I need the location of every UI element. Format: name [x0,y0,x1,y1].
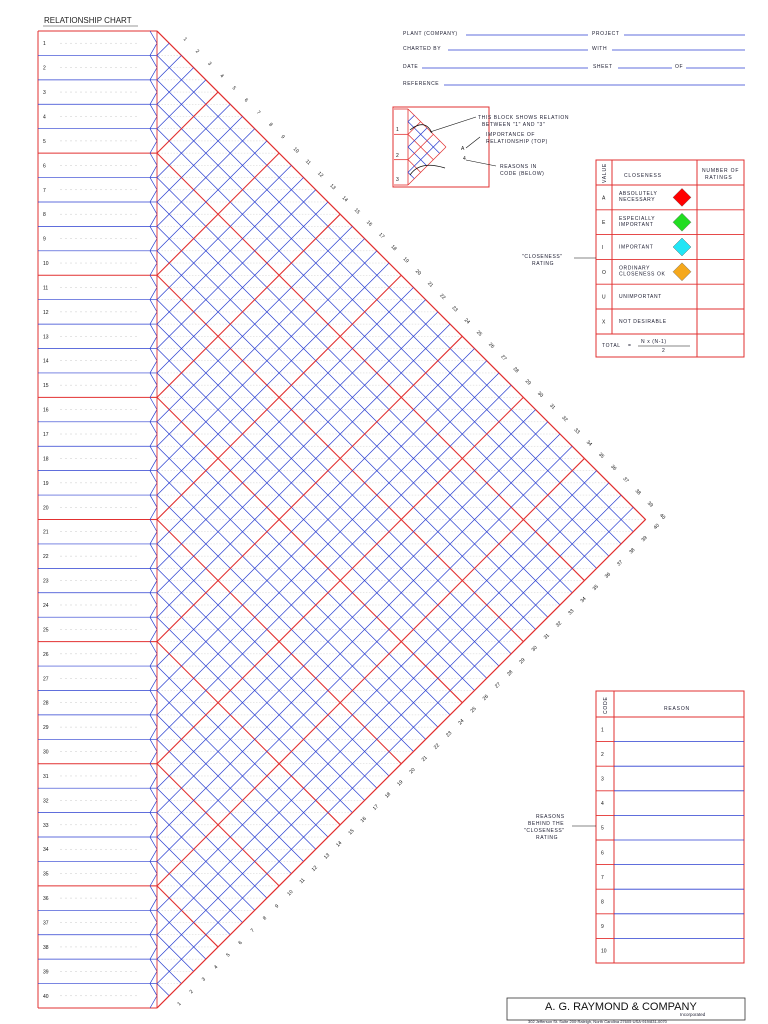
reason-side-label-2: BEHIND THE [528,821,565,827]
matrix-top-number: 31 [548,402,557,411]
matrix-top-number: 10 [291,146,300,155]
matrix-diagonal-up [157,263,389,495]
closeness-frame [596,160,744,357]
matrix-diagonal-down [157,935,194,972]
matrix-bottom-number: 17 [371,803,380,812]
activity-row-point [150,886,157,910]
closeness-rating-table [522,160,744,357]
legend-diag-up [408,141,440,173]
matrix-diagonal-down [157,984,169,996]
activity-number: 15 [43,383,49,390]
activity-number: 20 [43,505,49,512]
activity-number: 39 [43,969,49,976]
matrix-bottom-number: 31 [542,632,551,641]
matrix-bottom-number: 35 [591,583,600,592]
activity-row-point [150,837,157,861]
matrix-top-number: 6 [242,97,250,104]
with-label: WITH [592,46,608,52]
activity-number: 7 [43,187,46,194]
matrix-diagonal-up [157,434,560,837]
matrix-top-number: 28 [511,366,520,375]
matrix-top-number: 17 [377,231,386,240]
matrix-bottom-number: 18 [383,791,393,800]
matrix-diagonal-up [157,287,413,543]
closeness-label-2: IMPORTANT [619,221,654,228]
matrix-diagonal-down [157,837,242,922]
activity-number: 19 [43,480,49,487]
activity-number: 31 [43,773,49,780]
matrix-bottom-number: 2 [188,988,195,995]
matrix-top-number: 37 [621,476,630,485]
matrix-diagonal-down [157,544,389,776]
closeness-label-1: NOT DESIRABLE [619,319,667,325]
activity-row-point [150,739,157,763]
closeness-label-1: ESPECIALLY [619,215,656,222]
company-name: A. G. RAYMOND & COMPANY [545,1001,697,1013]
reason-code: 2 [601,751,604,758]
reference-label: REFERENCE [403,81,440,87]
activity-row-point [150,568,157,592]
closeness-code: U [602,294,606,301]
closeness-code: E [602,220,606,227]
matrix-top-number: 5 [230,85,237,92]
legend-pointer-1 [430,117,476,132]
matrix-diagonal-down [157,153,584,580]
activity-number: 24 [43,602,49,609]
matrix-bottom-number: 39 [640,534,649,544]
activity-number: 1 [43,41,46,48]
closeness-color-diamond-icon [673,238,691,256]
closeness-header: CLOSENESS [624,173,662,179]
legend-row-1: 1 [396,127,399,133]
matrix-diagonal-down [157,739,291,873]
activity-row-point [150,471,157,495]
matrix-top-number: 18 [389,243,398,253]
code-header: CODE [603,696,609,714]
total-equals: = [628,343,632,349]
activity-row-point [150,373,157,397]
matrix-top-number: 21 [426,280,435,289]
activity-row-point [150,202,157,226]
matrix-diagonal-up [157,458,584,885]
activity-number: 30 [43,749,49,756]
matrix-diagonal-down [157,251,536,630]
activity-number: 22 [43,554,49,561]
matrix-diagonal-up [157,165,291,299]
matrix-top-number: 26 [487,341,496,350]
company-incorporated: Incorporated [680,1012,706,1017]
charted-by-label: CHARTED BY [403,46,442,52]
activity-row-point [150,80,157,104]
matrix-top-number: 2 [194,48,201,55]
matrix-bottom-number: 32 [554,620,564,629]
legend-grid [394,109,446,185]
activity-number: 11 [43,285,49,292]
matrix-bottom-number: 22 [432,742,442,751]
matrix-top-number: 27 [499,353,508,363]
matrix-bottom-number: 1 [176,1000,183,1008]
closeness-color-diamond-icon [673,188,691,206]
reason-code: 8 [601,899,604,906]
of-label: OF [675,64,684,70]
activity-row-point [150,349,157,373]
legend-pointer-3 [466,160,496,166]
matrix-bottom-number: 11 [298,877,307,886]
matrix-bottom-number: 20 [408,766,417,776]
date-label: DATE [403,64,419,70]
reason-side-label-4: RATING [536,835,559,841]
activity-row-point [150,593,157,617]
matrix-diagonal-up [157,190,316,349]
legend-row-3: 3 [396,177,399,183]
matrix-top-number: 22 [438,292,447,302]
activity-row-point [150,397,157,421]
reason-code: 1 [601,727,604,734]
activity-number: 40 [43,993,49,1000]
legend-frame [393,107,489,187]
matrix-bottom-number: 7 [249,927,256,934]
ratings-header-2: RATINGS [705,175,733,181]
matrix-bottom-number: 24 [457,718,466,727]
matrix-bottom-number: 8 [261,915,269,922]
matrix-bottom-number: 23 [445,730,454,739]
reason-code: 6 [601,850,604,857]
total-formula-bottom: 2 [662,348,666,354]
activity-row-point [150,104,157,128]
activity-number: 9 [43,236,46,243]
total-formula-top: N x (N-1) [641,339,667,345]
matrix-bottom-number: 38 [628,547,637,556]
matrix-top-number: 24 [462,317,471,326]
activity-row-point [150,959,157,983]
matrix-top-number: 34 [584,439,593,448]
matrix-top-number: 30 [535,390,545,399]
activity-row-point [150,984,157,1008]
activity-row-point [150,422,157,446]
reason-code: 9 [601,924,604,931]
matrix-top-number: 32 [560,414,569,424]
matrix-diagonal-up [157,116,242,201]
activity-number: 10 [43,261,49,268]
activity-number: 35 [43,871,49,878]
closeness-side-label-2: RATING [532,261,555,267]
reason-side-label-1: REASONS [536,814,565,820]
matrix-diagonal-up [157,68,194,105]
closeness-label-1: UNIMPORTANT [619,294,662,301]
matrix-bottom-number: 15 [347,828,356,837]
activity-number: 21 [43,529,49,536]
activity-row-point [150,813,157,837]
matrix-top-number: 1 [181,36,189,43]
matrix-diagonal-up [157,312,438,593]
closeness-label-2: CLOSENESS OK [619,271,666,278]
activity-number: 25 [43,627,49,634]
closeness-color-diamond-icon [673,263,691,281]
matrix-bottom-number: 28 [506,669,515,678]
legend-diamond-top: A [461,146,465,152]
matrix-diagonal-down [157,202,560,605]
activity-number: 13 [43,334,49,341]
activity-number: 28 [43,700,49,707]
activity-row-point [150,446,157,470]
matrix-top-number: 9 [279,134,286,141]
activity-row-point [150,55,157,79]
value-header: VALUE [602,162,608,183]
legend-text-6: CODE (BELOW) [500,171,545,177]
closeness-rows [596,185,744,325]
closeness-label-1: ORDINARY [619,265,651,272]
closeness-code: O [602,269,606,276]
matrix-diagonal-up [157,141,267,251]
activity-number: 2 [43,65,46,72]
reason-frame [596,691,744,963]
matrix-bottom-number: 14 [335,840,344,849]
activity-number: 29 [43,725,49,732]
matrix-bottom-number: 13 [322,852,332,861]
matrix-diagonal-up [157,507,633,983]
activity-number: 3 [43,90,46,97]
matrix-top-number: 33 [572,427,581,436]
closeness-side-label-1: "CLOSENESS" [522,254,563,260]
matrix-bottom-number: 37 [616,559,625,568]
matrix-top-number: 12 [316,170,325,179]
ratings-header-1: NUMBER OF [702,168,740,174]
matrix-bottom-number: 30 [530,644,539,654]
matrix-diagonal-down [157,495,413,751]
activity-row-point [150,910,157,934]
closeness-label-1: ABSOLUTELY [619,191,658,197]
matrix-diagonal-up [157,385,511,739]
activity-number: 8 [43,212,46,219]
legend-diag-down [408,122,440,154]
plant-label: PLANT (COMPANY) [403,31,458,37]
matrix-diagonal-down [157,397,462,702]
activity-number: 32 [43,798,49,805]
reason-code: 10 [601,948,607,955]
matrix-diagonal-up [157,43,169,55]
matrix-bottom-number: 3 [200,976,208,983]
activity-row-point [150,764,157,788]
project-label: PROJECT [592,31,620,37]
relationship-matrix [157,31,666,1008]
activity-row-point [150,275,157,299]
matrix-top-number: 35 [597,451,606,460]
activity-number: 17 [43,432,49,439]
matrix-top-number: 40 [658,512,667,521]
matrix-top-number: 8 [267,121,274,129]
matrix-bottom-number: 33 [567,608,576,617]
legend-block [393,107,569,187]
activity-row-point [150,129,157,153]
matrix-top-number: 13 [328,182,337,192]
matrix-diagonal-up [157,336,462,641]
header-fields [403,31,745,87]
activity-row-point [150,520,157,544]
matrix-bottom-number: 4 [213,964,220,971]
activity-row-point [150,935,157,959]
matrix-diagonal-down [157,642,340,825]
matrix-bottom-number: 5 [225,952,232,959]
activity-row-point [150,153,157,177]
matrix-diagonal-up [157,92,218,153]
company-address: 302 Jefferson St. Suite 200·Raleigh, North Carolina 27605·USA·919/831-0070 [528,1019,667,1024]
legend-text-4: RELATIONSHIP (TOP) [486,139,548,145]
matrix-top-number: 11 [303,158,312,167]
matrix-top-number: 3 [206,60,213,68]
closeness-color-diamond-icon [673,213,691,231]
reason-code: 7 [601,874,604,881]
matrix-bottom-number: 26 [481,693,490,702]
legend-pointer-2 [466,137,480,148]
matrix-top-number: 19 [401,256,410,265]
activity-row-point [150,544,157,568]
activity-row-point [150,251,157,275]
activity-list [38,31,157,1008]
closeness-label-1: IMPORTANT [619,244,654,251]
legend-diamond-bottom: 4 [463,156,466,162]
activity-row-point [150,690,157,714]
activity-number: 37 [43,920,49,927]
matrix-bottom-number: 40 [652,522,661,531]
reason-header: REASON [664,706,690,712]
matrix-diagonal-up [157,214,340,397]
activity-number: 23 [43,578,49,585]
activity-number: 5 [43,138,46,145]
activity-row-point [150,861,157,885]
matrix-bottom-number: 25 [469,705,478,715]
matrix-bottom-number: 34 [579,596,588,605]
activity-number: 4 [43,114,46,121]
activity-row-point [150,788,157,812]
matrix-bottom-number: 12 [310,864,319,873]
activity-row-point [150,226,157,250]
activity-number: 16 [43,407,49,414]
closeness-label-2: NECESSARY [619,197,656,203]
matrix-top-number: 38 [633,488,642,497]
matrix-diagonal-down [157,300,511,654]
legend-text-3: IMPORTANCE OF [486,132,536,138]
matrix-bottom-number: 16 [359,815,368,825]
activity-number: 33 [43,822,49,829]
activity-number: 26 [43,651,49,658]
activity-row-point [150,666,157,690]
matrix-top-number: 14 [340,195,349,204]
activity-row-point [150,495,157,519]
activity-number: 34 [43,847,49,854]
sheet-label: SHEET [593,64,613,70]
matrix-bottom-number: 27 [493,681,503,690]
matrix-top-number: 4 [218,73,225,80]
legend-row-2: 2 [396,153,399,159]
reason-code: 3 [601,776,604,783]
matrix-bottom-number: 6 [237,939,244,947]
closeness-code: A [602,195,606,202]
matrix-top-number: 15 [352,207,361,216]
activity-row-point [150,642,157,666]
matrix-top-number: 16 [364,219,374,228]
activity-row-point [150,617,157,641]
matrix-diagonal-down [157,690,316,849]
matrix-diagonal-down [157,349,487,679]
activity-number: 38 [43,944,49,951]
reason-code: 4 [601,801,604,808]
matrix-bottom-number: 9 [274,903,281,910]
matrix-diagonal-up [157,361,487,691]
activity-row-point [150,324,157,348]
reason-table [524,691,744,963]
matrix-top-number: 29 [523,378,532,387]
reason-side-label-3: "CLOSENESS" [524,828,565,834]
matrix-bottom-number: 21 [420,754,429,763]
activity-number: 12 [43,309,49,316]
company-box [507,998,745,1024]
matrix-diagonal-down [157,788,267,898]
matrix-bottom-number: 10 [286,889,295,898]
chart-title: RELATIONSHIP CHART [44,16,132,25]
matrix-top-number: 39 [645,500,655,509]
matrix-diagonal-up [157,410,536,789]
legend-text-2: BETWEEN "1" AND "3" [482,122,546,128]
activity-row-point [150,715,157,739]
matrix-top-number: 25 [474,329,484,338]
matrix-bottom-number: 19 [396,779,405,788]
total-label: TOTAL [602,343,621,349]
matrix-bottom-number: 29 [518,657,527,666]
matrix-top-number: 20 [413,268,423,277]
matrix-top-number: 7 [255,109,262,116]
matrix-diagonal-down [157,886,218,947]
reason-rows [596,717,744,955]
activity-number: 27 [43,676,49,683]
activity-row-point [150,178,157,202]
activity-number: 36 [43,896,49,903]
activity-row-point [150,300,157,324]
activity-row-point [150,31,157,55]
matrix-bottom-number: 36 [603,571,612,580]
activity-number: 6 [43,163,46,170]
legend-diag-up [408,115,414,121]
legend-text-5: REASONS IN [500,164,537,170]
closeness-code: I [602,245,604,251]
matrix-top-number: 36 [609,463,618,472]
matrix-diagonal-down [157,446,438,727]
closeness-code: X [602,319,606,326]
activity-number: 18 [43,456,49,463]
matrix-top-number: 23 [450,305,459,314]
reason-code: 5 [601,825,604,832]
activity-number: 14 [43,358,49,365]
legend-text-1: THIS BLOCK SHOWS RELATION [478,115,570,121]
